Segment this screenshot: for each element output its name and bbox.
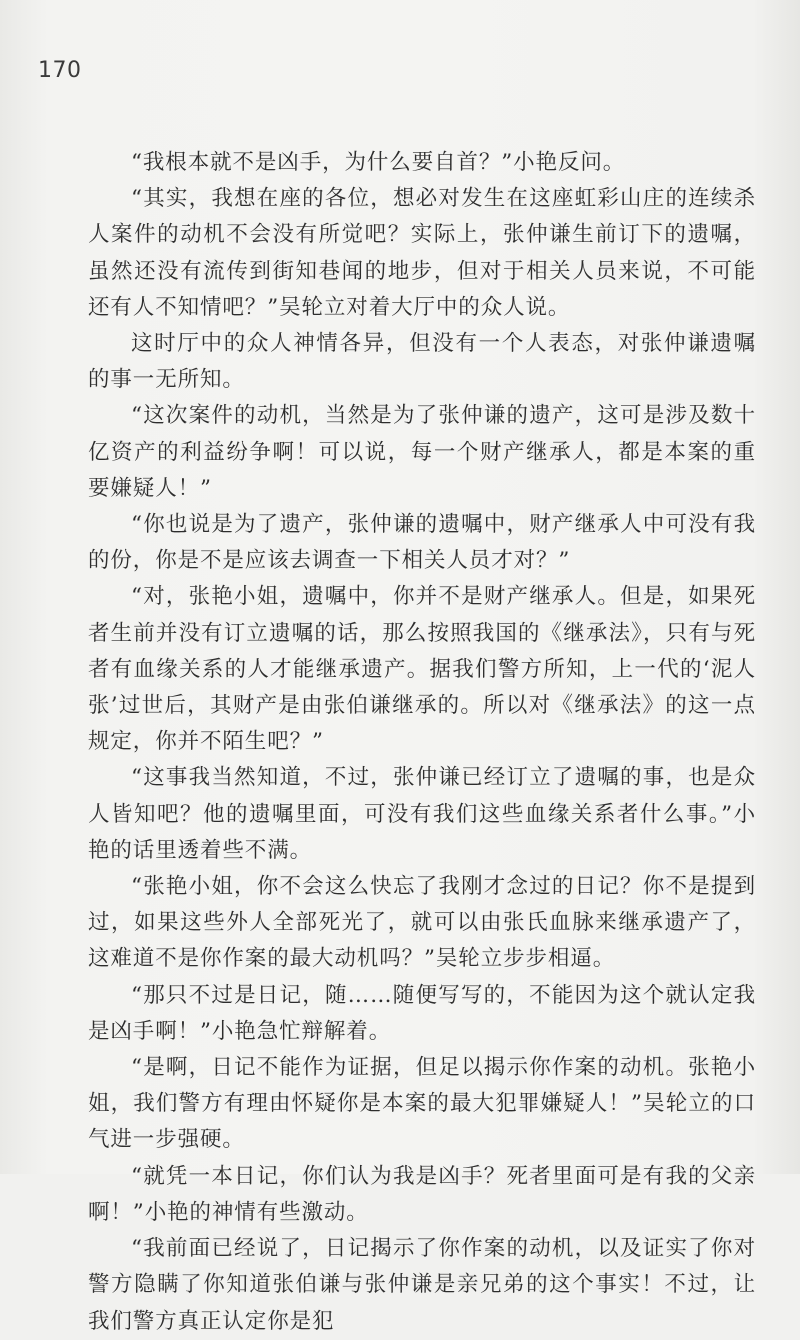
- paragraph: “张艳小姐，你不会这么快忘了我刚才念过的日记？你不是提到过，如果这些外人全部死光了，就可以由张氏血脉来继承遗产了，这难道不是你作案的最大动机吗？”吴轮立步步相逼。: [88, 874, 756, 972]
- paragraph: “我前面已经说了，日记揭示了你作案的动机，以及证实了你对警方隐瞒了你知道张伯谦与张仲谦是亲兄弟的这个事实！不过，让我们警方真正认定你是犯: [88, 1236, 756, 1334]
- paragraph: “其实，我想在座的各位，想必对发生在这座虹彩山庄的连续杀人案件的动机不会没有所觉吧？实际上，张仲谦生前订下的遗嘱，虽然还没有流传到街知巷闻的地步，但对于相关人员来说，不可能还有人不知情吧？”吴轮立对着大厅中的众人说。: [88, 186, 756, 320]
- paragraph: “就凭一本日记，你们认为我是凶手？死者里面可是有我的父亲啊！”小艳的神情有些激动。: [88, 1163, 756, 1225]
- paragraph: “那只不过是日记，随……随便写写的，不能因为这个就认定我是凶手啊！”小艳急忙辩解着。: [88, 982, 756, 1044]
- paragraph: “这事我当然知道，不过，张仲谦已经订立了遗嘱的事，也是众人皆知吧？他的遗嘱里面，可没有我们这些血缘关系者什么事。”小艳的话里透着些不满。: [88, 765, 756, 863]
- paragraph: “我根本就不是凶手，为什么要自首？”小艳反问。: [131, 150, 626, 175]
- page-number: 170: [38, 58, 82, 83]
- paragraph: “你也说是为了遗产，张仲谦的遗嘱中，财产继承人中可没有我的份，你是不是应该去调查一下相关人员才对？”: [88, 512, 756, 574]
- body-text: [88, 145, 756, 1340]
- paragraph: “这次案件的动机，当然是为了张仲谦的遗产，这可是涉及数十亿资产的利益纷争啊！可以说，每一个财产继承人，都是本案的重要嫌疑人！”: [88, 403, 756, 501]
- paragraph: “对，张艳小姐，遗嘱中，你并不是财产继承人。但是，如果死者生前并没有订立遗嘱的话，那么按照我国的《继承法》，只有与死者有血缘关系的人才能继承遗产。据我们警方所知，上一代的‘泥人张’过世后，其财产是由张伯谦继承的。所以对《继承法》的这一点规定，你并不陌生吧？”: [88, 584, 756, 755]
- paragraph: 这时厅中的众人神情各异，但没有一个人表态，对张仲谦遗嘱的事一无所知。: [88, 331, 756, 393]
- paragraph: “是啊，日记不能作为证据，但足以揭示你作案的动机。张艳小姐，我们警方有理由怀疑你是本案的最大犯罪嫌疑人！”吴轮立的口气进一步强硬。: [88, 1055, 756, 1153]
